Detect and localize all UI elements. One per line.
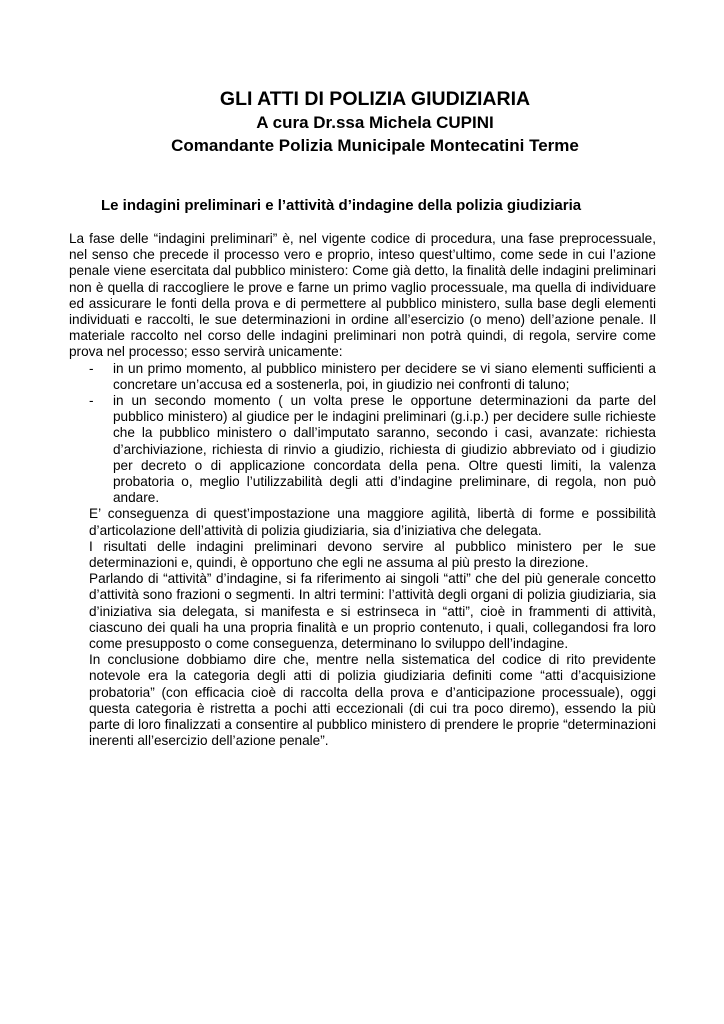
activity-paragraph: Parlando di “attività” d’indagine, si fa riferimento ai singoli “atti” che del più generale concetto d’attività sono frazioni o segmenti. In altri termini: l’attività degli organi di polizia giudiziaria, sia d’iniziativa sia delegata, si manifesta e si estrinseca in “atti”, cioè in frammenti di attività, ciascuno dei quali ha una propria finalità e un proprio contenuto, i quali, collegandosi fra loro come presupposto o come conseguenza, determinano lo sviluppo dell’indagine.	[89, 571, 656, 652]
document-body	[69, 231, 656, 750]
document-title: GLI ATTI DI POLIZIA GIUDIZIARIA	[219, 88, 531, 110]
consequence-paragraph: E’ conseguenza di quest’impostazione una maggiore agilità, libertà di forme e possibilità d’articolazione dell’attività di polizia giudiziaria, sia d’iniziativa che delegata.	[89, 506, 656, 538]
list-item-text: in un primo momento, al pubblico ministero per decidere se vi siano elementi sufficienti a concretare un’accusa ed a sostenerla, poi, in giudizio nei confronti di taluno;	[113, 360, 656, 392]
list-item-text: in un secondo momento ( un volta prese le opportune determinazioni da parte del pubblico ministero) al giudice per le indagini preliminari (g.i.p.) per decidere sulle richieste che la pubblico ministero o dall’imputato saranno, secondo i casi, avanzate: richiesta d’archiviazione, richiesta di rinvio a giudizio, richiesta di giudizio abbreviato od i giudizio per decreto o di applicazione concordata della pena. Oltre questi limiti, la valenza probatoria o, meglio l’utilizzabilità degli atti d’indagine preliminare, di regola, non può andare.	[113, 393, 656, 506]
list-item	[69, 393, 656, 506]
list-item	[69, 361, 656, 393]
section-heading: Le indagini preliminari e l’attività d’indagine della polizia giudiziaria	[101, 197, 582, 214]
author-role-line: Comandante Polizia Municipale Montecatini Terme	[171, 136, 579, 155]
list-dash-marker: -	[89, 360, 94, 376]
usage-list	[69, 361, 656, 507]
author-line: A cura Dr.ssa Michela CUPINI	[256, 113, 494, 132]
document-header	[0, 87, 724, 157]
results-paragraph: I risultati delle indagini preliminari devono servire al pubblico ministero per le sue determinazioni e, quindi, è opportuno che egli ne assuma al più presto la direzione.	[89, 538, 656, 571]
conclusion-paragraph: In conclusione dobbiamo dire che, mentre nella sistematica del codice di rito previdente notevole era la categoria degli atti di polizia giudiziaria definiti come “atti d’acquisizione probatoria” (con efficacia cioè di raccolta della prova e d’anticipazione processuale), oggi questa categoria è ristretta a pochi atti eccezionali (di cui tra poco diremo), essendo la più parte di loro finalizzati a consentire al pubblico ministero di prendere le proprie “determinazioni inerenti all’esercizio dell’azione penale”.	[89, 652, 656, 749]
intro-paragraph: La fase delle “indagini preliminari” è, nel vigente codice di procedura, una fase preprocessuale, nel senso che precede il processo vero e proprio, inteso quest’ultimo, come sede in cui l’azione penale viene esercitata dal pubblico ministero: Come già detto, la finalità delle indagini preliminari non è quella di raccogliere le prove e farne un primo vaglio processuale, ma quella di individuare ed assicurare le fonti della prova e di permettere al pubblico ministero, sulla base degli elementi individuati e raccolti, le sue determinazioni in ordine all’esercizio (o meno) dell’azione penale. Il materiale raccolto nel corso delle indagini preliminari non potrà quindi, di regola, servire come prova nel processo; esso servirà unicamente:	[69, 231, 656, 360]
list-dash-marker: -	[89, 393, 94, 409]
